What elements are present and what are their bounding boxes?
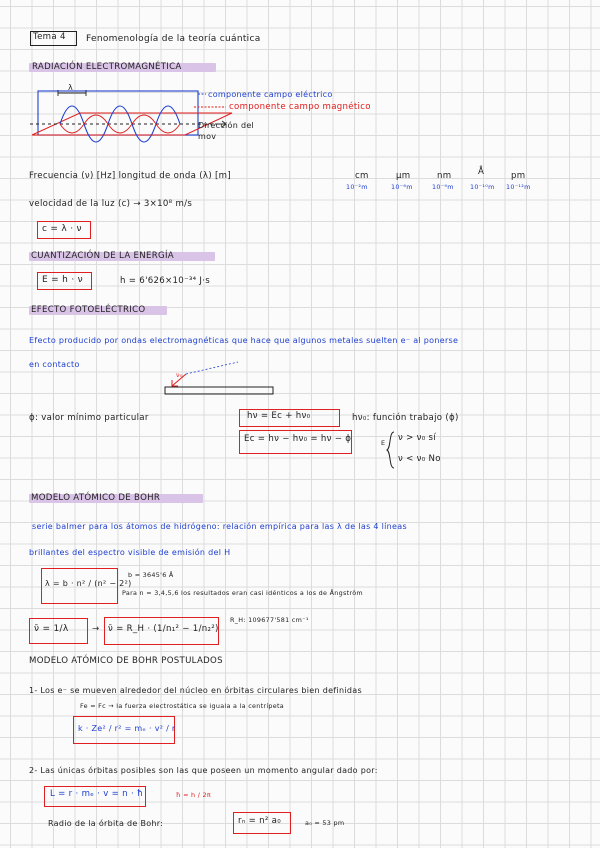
work-function: hν₀: función trabajo (ϕ) [352,413,459,423]
brace [386,430,396,470]
hbar-def: ħ = h / 2π [176,791,212,799]
tema-label: Tema 4 [33,32,66,42]
postulate-2: 2- Las únicas órbitas posibles son las que poseen un momento angular dado por: [29,766,378,775]
exp-pm: 10⁻¹²m [506,183,531,191]
phi-line: ϕ: valor mínimo particular [29,413,149,423]
kinetic-energy-eq: Ec = hν − hν₀ = hν − ϕ [244,434,352,444]
energy-formula: E = h · ν [42,275,83,285]
exp-angstrom: 10⁻¹⁰m [470,183,495,191]
frequency-line: Frecuencia (ν) [Hz] longitud de onda (λ) [m] [29,171,231,181]
exp-um: 10⁻⁶m [391,183,413,191]
bohr-radius-label: Radio de la órbita de Bohr: [48,819,164,828]
n-values-line: Para n = 3,4,5,6 los resultados eran casi idénticos a los de Ångström [122,589,363,597]
force-formula: k · Ze² / r² = mₑ · v² / r [78,724,176,733]
heading-radiacion: RADIACIÓN ELECTROMAGNÉTICA [32,62,182,72]
fe-fc-line [80,703,284,710]
b-value: b = 3645'6 Å [128,571,174,579]
arrow: → [92,624,100,634]
bohr-radius-formula: rₙ = n² a₀ [238,816,281,826]
electric-component-label: componente campo eléctrico [208,90,333,99]
unit-nm: nm [437,171,452,181]
page-title: Fenomenología de la teoría cuántica [86,34,261,44]
wavenumber-formula: ν̄ = 1/λ [34,624,69,634]
energy-balance-eq: hν = Ec + hν₀ [247,411,311,421]
rydberg-formula: ν̄ = R_H · (1/n₁² − 1/n₂²) [108,624,219,634]
direction-label-1: Dirección del [198,121,255,130]
heading-cuantizacion: CUANTIZACIÓN DE LA ENERGÍA [31,251,174,261]
metal-plate-diagram [160,360,280,400]
unit-um: μm [396,171,411,181]
rydberg-value: R_H: 109677'581 cm⁻¹ [230,616,309,624]
heading-bohr-postulados: MODELO ATÓMICO DE BOHR POSTULADOS [29,656,223,666]
unit-cm: cm [355,171,369,181]
e-label: E [381,439,386,447]
speed-of-light-line: velocidad de la luz (c) → 3×10⁸ m/s [29,199,193,209]
fe-fc-text: Fe = Fc → la fuerza electrostática se iguala a la centrípeta [80,702,285,710]
condition-yes: ν > ν₀ sí [398,433,437,443]
balmer-line-2: brillantes del espectro visible de emisión del H [29,548,231,557]
unit-pm: pm [511,171,526,181]
c-formula: c = λ · ν [42,224,82,234]
direction-label-2: mov [198,132,217,141]
a0-value: a₀ = 53 pm [305,819,345,827]
balmer-formula: λ = b · n² / (n² − 2²) [45,579,132,588]
heading-bohr: MODELO ATÓMICO DE BOHR [31,493,161,503]
planck-constant: h = 6'626×10⁻³⁴ J·s [120,276,211,286]
lambda-label: λ [68,83,74,92]
momentum-formula: L = r · mₑ · v = n · ħ [50,789,144,799]
exp-cm: 10⁻²m [346,183,368,191]
balmer-line-1: serie balmer para los átomos de hidrógeno: relación empírica para las λ de las 4 líneas [32,522,407,531]
heading-fotoelectrico: EFECTO FOTOELÉCTRICO [31,305,146,315]
photoelectric-desc-1: Efecto producido por ondas electromagnéticas que hace que algunos metales suelten e⁻ al ponerse [29,336,459,345]
unit-angstrom: Å [478,167,485,177]
photoelectric-desc-2: en contacto [29,360,80,369]
condition-no: ν < ν₀ No [398,454,441,464]
exp-nm: 10⁻⁹m [432,183,454,191]
postulate-1: 1- Los e⁻ se mueven alrededor del núcleo en órbitas circulares bien definidas [29,686,362,695]
magnetic-component-label: componente campo magnético [229,102,371,112]
nu0-label: ν₀ [176,371,183,379]
